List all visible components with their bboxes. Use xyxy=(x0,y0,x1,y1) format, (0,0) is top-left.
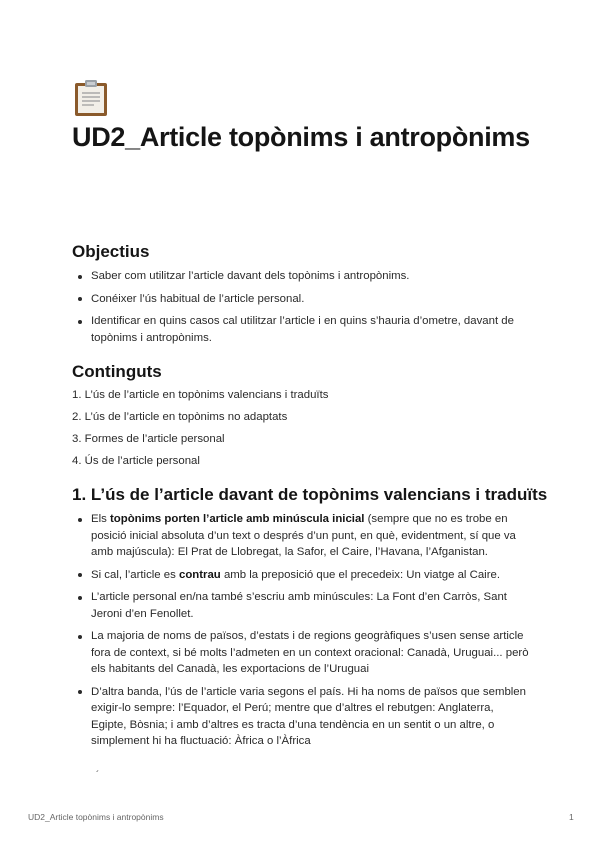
bullet-icon xyxy=(78,518,82,522)
page-title: UD2_Article topònims i antropònims xyxy=(72,122,530,152)
continguts-list xyxy=(72,387,532,475)
list-item: D’altra banda, l’ús de l’article varia segons el país. Hi ha noms de països que semblen exigir-lo sempre: l’Equador, el Perú; mentre que d’altres el rebutgen: Anglaterra, Egipte, Bòsnia; i amb d’altres es tracta d’una tendència en un sentit o un altre, o simplement hi ha fluctuació: Àfrica o l’Àfrica xyxy=(72,684,532,750)
bullet-icon xyxy=(78,635,82,639)
section1-heading: 1. L’ús de l’article davant de topònims valencians i traduïts xyxy=(72,485,548,504)
list-item: Conéixer l’ús habitual de l’article personal. xyxy=(72,291,532,308)
list-item: L’article personal en/na també s’escriu amb minúscules: La Font d’en Carròs, Sant Jeroni d’en Fenollet. xyxy=(72,589,532,622)
list-item: 2. L’ús de l’article en topònims no adaptats xyxy=(72,411,288,423)
list-item: La majoria de noms de països, d’estats i de regions geogràfiques s’usen sense article fora de context, si bé molts l’admeten en un context oracional: Canadà, Uruguai... però els habitants del Canadà, les exportacions de l’Uruguai xyxy=(72,628,532,678)
objectius-heading: Objectius xyxy=(72,242,150,261)
bullet-icon xyxy=(78,690,82,694)
bullet-icon xyxy=(78,320,82,324)
clipboard-icon xyxy=(74,80,108,116)
footer-title: UD2_Article topònims i antropònims xyxy=(28,812,164,822)
bullet-icon xyxy=(78,297,82,301)
bullet-icon xyxy=(78,596,82,600)
list-item: Si cal, l’article es contrau amb la preposició que el precedeix: Un viatge al Caire. xyxy=(72,567,532,584)
section1-list xyxy=(72,511,532,756)
objectius-list xyxy=(72,268,532,352)
list-item: Saber com utilitzar l’article davant dels topònims i antropònims. xyxy=(72,268,532,285)
page-number: 1 xyxy=(569,812,574,822)
list-item: 4. Ús de l’article personal xyxy=(72,455,200,467)
continguts-heading: Continguts xyxy=(72,362,162,381)
list-item: 3. Formes de l’article personal xyxy=(72,433,225,445)
list-item: Els topònims porten l’article amb minúscula inicial (sempre que no es trobe en posició inicial absoluta d’un text o després d’un punt, en què, evidentment, sí que va amb majúscula): El Prat de Llobregat, la Safor, el Caire, l’Havana, l’Afganistan. xyxy=(72,511,532,561)
text-fragment: ´ xyxy=(96,770,100,781)
bullet-icon xyxy=(78,573,82,577)
bullet-icon xyxy=(78,275,82,279)
list-item: Identificar en quins casos cal utilitzar l’article i en quins s’hauria d’ometre, davant de topònims i antropònims. xyxy=(72,313,532,346)
list-item: 1. L’ús de l’article en topònims valencians i traduïts xyxy=(72,389,329,401)
